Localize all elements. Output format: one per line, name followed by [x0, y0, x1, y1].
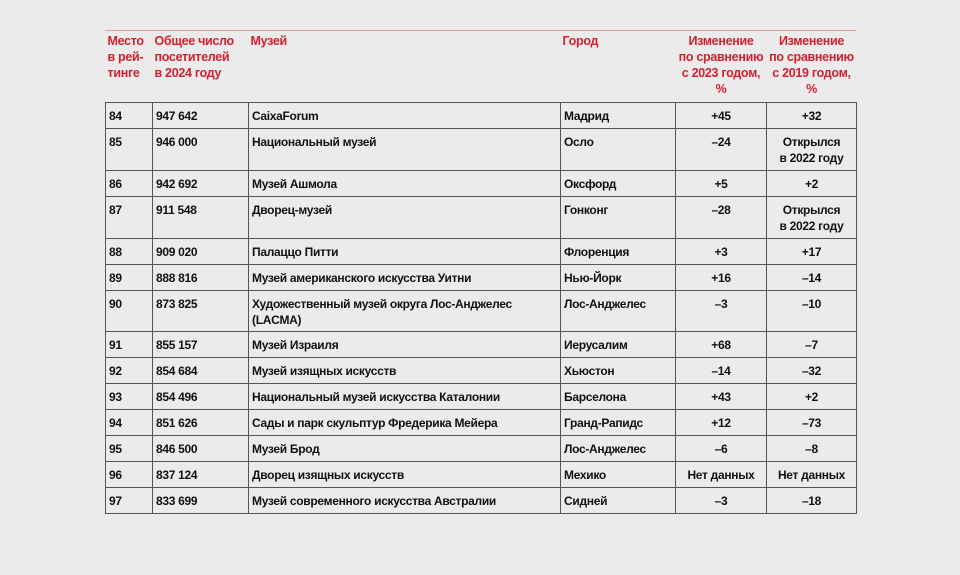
rank-cell: 93 [106, 384, 153, 410]
rank-cell: 85 [106, 129, 153, 171]
header-change-2019: Изменение по сравнению с 2019 годом, % [769, 34, 854, 96]
change-2019-cell: +2 [767, 384, 857, 410]
museum-cell: Музей Израиля [249, 332, 561, 358]
museum-cell: Дворец-музей [249, 197, 561, 239]
rank-cell: 91 [106, 332, 153, 358]
city-cell: Мадрид [561, 103, 676, 129]
table-row [106, 265, 857, 291]
museum-cell: Художественный музей округа Лос-Анджелес (LACMA) [249, 291, 561, 332]
rank-cell: 88 [106, 239, 153, 265]
museum-cell: Музей изящных искусств [249, 358, 561, 384]
rank-cell: 97 [106, 488, 153, 514]
city-cell: Хьюстон [561, 358, 676, 384]
change-2023-cell: –6 [676, 436, 767, 462]
change-2019-cell: –8 [767, 436, 857, 462]
visitors-cell: 946 000 [153, 129, 249, 171]
visitors-cell: 947 642 [153, 103, 249, 129]
change-2019-cell: +2 [767, 171, 857, 197]
rank-cell: 90 [106, 291, 153, 332]
rank-cell: 94 [106, 410, 153, 436]
visitors-cell: 833 699 [153, 488, 249, 514]
header-rank: Место в рей- тинге [107, 34, 144, 80]
change-2023-cell: +45 [676, 103, 767, 129]
museum-cell: Палаццо Питти [249, 239, 561, 265]
table-row [106, 488, 857, 514]
visitors-cell: 909 020 [153, 239, 249, 265]
rank-cell: 84 [106, 103, 153, 129]
table-row [106, 103, 857, 129]
table-row [106, 239, 857, 265]
city-cell: Гранд-Рапидс [561, 410, 676, 436]
change-2023-cell: –14 [676, 358, 767, 384]
change-2023-cell: –3 [676, 488, 767, 514]
rank-cell: 87 [106, 197, 153, 239]
change-2019-cell: +32 [767, 103, 857, 129]
visitors-cell: 855 157 [153, 332, 249, 358]
header-museum: Музей [250, 34, 287, 48]
change-2023-cell: –24 [676, 129, 767, 171]
museum-cell: Музей Брод [249, 436, 561, 462]
header-city: Город [562, 34, 599, 48]
museum-cell: Дворец изящных искусств [249, 462, 561, 488]
rank-cell: 95 [106, 436, 153, 462]
museum-cell: Музей современного искусства Австралии [249, 488, 561, 514]
city-cell: Лос-Анджелес [561, 436, 676, 462]
city-cell: Барселона [561, 384, 676, 410]
museum-cell: Сады и парк скульптур Фредерика Мейера [249, 410, 561, 436]
museum-cell: CaixaForum [249, 103, 561, 129]
museum-ranking-table [105, 31, 857, 514]
change-2019-cell: Открылся в 2022 году [767, 197, 857, 239]
change-2019-cell: –7 [767, 332, 857, 358]
museum-cell: Национальный музей искусства Каталонии [249, 384, 561, 410]
city-cell: Оксфорд [561, 171, 676, 197]
city-cell: Сидней [561, 488, 676, 514]
visitors-cell: 851 626 [153, 410, 249, 436]
city-cell: Гонконг [561, 197, 676, 239]
rank-cell: 92 [106, 358, 153, 384]
change-2023-cell: +68 [676, 332, 767, 358]
table-row [106, 129, 857, 171]
visitors-cell: 846 500 [153, 436, 249, 462]
change-2019-cell: –73 [767, 410, 857, 436]
table-row [106, 462, 857, 488]
change-2023-cell: +43 [676, 384, 767, 410]
city-cell: Осло [561, 129, 676, 171]
change-2019-cell: +17 [767, 239, 857, 265]
visitors-cell: 942 692 [153, 171, 249, 197]
change-2023-cell: +5 [676, 171, 767, 197]
change-2023-cell: –28 [676, 197, 767, 239]
change-2023-cell: +16 [676, 265, 767, 291]
header-change-2023: Изменение по сравнению с 2023 годом, % [678, 34, 764, 96]
city-cell: Нью-Йорк [561, 265, 676, 291]
change-2019-cell: –10 [767, 291, 857, 332]
header-visitors: Общее число посетителей в 2024 году [154, 34, 234, 80]
table-row [106, 332, 857, 358]
rank-cell: 96 [106, 462, 153, 488]
change-2019-cell: –14 [767, 265, 857, 291]
table-row [106, 171, 857, 197]
table-row [106, 291, 857, 332]
rank-cell: 86 [106, 171, 153, 197]
visitors-cell: 854 496 [153, 384, 249, 410]
table-row [106, 197, 857, 239]
visitors-cell: 837 124 [153, 462, 249, 488]
visitors-cell: 873 825 [153, 291, 249, 332]
city-cell: Лос-Анджелес [561, 291, 676, 332]
visitors-cell: 888 816 [153, 265, 249, 291]
change-2023-cell: +3 [676, 239, 767, 265]
city-cell: Мехико [561, 462, 676, 488]
visitors-cell: 911 548 [153, 197, 249, 239]
table-row [106, 358, 857, 384]
museum-cell: Музей Ашмола [249, 171, 561, 197]
change-2019-cell: –32 [767, 358, 857, 384]
table-row [106, 384, 857, 410]
header-row [106, 31, 857, 103]
city-cell: Иерусалим [561, 332, 676, 358]
change-2023-cell: Нет данных [676, 462, 767, 488]
change-2019-cell: Нет данных [767, 462, 857, 488]
change-2023-cell: +12 [676, 410, 767, 436]
change-2019-cell: –18 [767, 488, 857, 514]
table-row [106, 436, 857, 462]
change-2019-cell: Открылся в 2022 году [767, 129, 857, 171]
city-cell: Флоренция [561, 239, 676, 265]
museum-cell: Национальный музей [249, 129, 561, 171]
museum-cell: Музей американского искусства Уитни [249, 265, 561, 291]
rank-cell: 89 [106, 265, 153, 291]
table-row [106, 410, 857, 436]
change-2023-cell: –3 [676, 291, 767, 332]
visitors-cell: 854 684 [153, 358, 249, 384]
